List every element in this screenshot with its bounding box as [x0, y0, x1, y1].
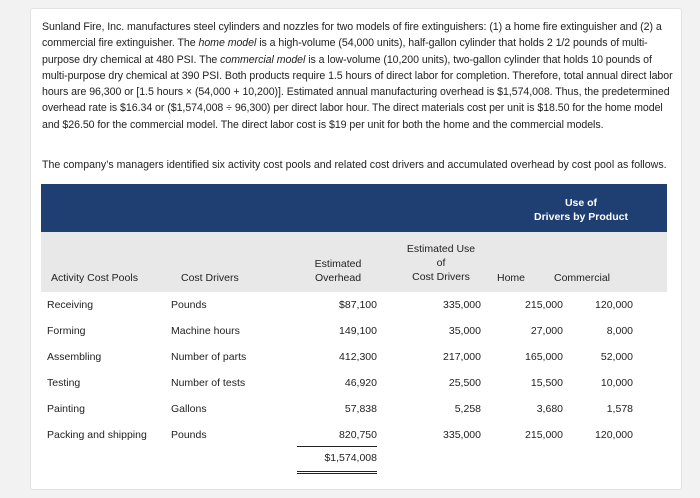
cell-home: 15,500: [530, 377, 563, 389]
cell-use: 5,258: [454, 403, 481, 415]
cell-driver: Pounds: [171, 299, 207, 311]
use-of-drivers-header: Use of Drivers by Product: [534, 197, 628, 223]
cell-commercial: 52,000: [600, 351, 633, 363]
home-model-term: home model: [198, 37, 257, 50]
cell-home: 27,000: [530, 325, 563, 337]
cell-driver: Machine hours: [171, 325, 240, 337]
cell-commercial: 120,000: [595, 299, 633, 311]
intro-text-3: is a low-volume (10,200 units), two-gallon cylinder that holds 10 pounds of multi-purpose dry chemical at 390 PSI. Both products require 1.5 hours of direct labor for completion. Therefore, total annual direct labor hours are 96,300 or [1.5 hours × (54,000 + 10,200)]. Estimated annual manufacturing overhead is $1,574,008. Thus, the predetermined overhead rate is $16.34 or ($1,574,008 ÷ 96,300) per direct labor hour. The direct materials cost per unit is $18.50 for the home model and $26.50 for the commercial model. The direct labor cost is $19 per unit for both the home and the commercial models.: [42, 53, 673, 131]
table-title-band: [41, 184, 667, 232]
header-home: Home: [497, 272, 526, 284]
cell-pool: Assembling: [47, 351, 102, 363]
table-row: [41, 292, 667, 318]
problem-description: [42, 19, 674, 133]
cell-commercial: 10,000: [600, 377, 633, 389]
cell-overhead: 57,838: [344, 403, 377, 415]
cell-use: 35,000: [448, 325, 481, 337]
header-commercial: Commercial: [554, 272, 611, 284]
cell-pool: Packing and shipping: [47, 429, 147, 441]
cell-overhead: 149,100: [339, 325, 377, 337]
cell-commercial: 120,000: [595, 429, 633, 441]
cell-commercial: 1,578: [606, 403, 633, 415]
cell-overhead: $87,100: [339, 299, 377, 311]
cell-use: 217,000: [443, 351, 481, 363]
table-row: [41, 370, 667, 396]
cell-home: 165,000: [525, 351, 563, 363]
cell-driver: Pounds: [171, 429, 207, 441]
cell-home: 215,000: [525, 299, 563, 311]
header-cost-drivers: Cost Drivers: [181, 272, 239, 284]
header-activity-cost-pools: Activity Cost Pools: [51, 272, 138, 284]
cell-overhead: 820,750: [339, 429, 377, 441]
commercial-model-term: commercial model: [220, 53, 306, 66]
cell-driver: Number of tests: [171, 377, 246, 389]
cell-use: 335,000: [443, 299, 481, 311]
problem-card: [30, 8, 682, 490]
cell-overhead: 412,300: [339, 351, 377, 363]
table-column-headers: [41, 232, 667, 292]
cell-use: 25,500: [448, 377, 481, 389]
table-row: [41, 344, 667, 370]
total-overhead-value: $1,574,008: [324, 452, 377, 464]
table-row: [41, 396, 667, 422]
cell-pool: Painting: [47, 403, 85, 415]
cell-pool: Receiving: [47, 299, 94, 311]
cell-pool: Testing: [47, 377, 81, 389]
cell-driver: Number of parts: [171, 351, 247, 363]
cell-driver: Gallons: [171, 403, 207, 415]
cell-use: 335,000: [443, 429, 481, 441]
cell-pool: Forming: [47, 325, 86, 337]
intro-text-1: Sunland Fire, Inc. manufactures steel cylinders and nozzles for two models of fire extinguishers: (1) a home fire extinguisher and (2) a commercial fire extinguisher. The: [42, 21, 662, 50]
total-overhead-cell: [297, 446, 377, 474]
table-row: [41, 318, 667, 344]
cell-commercial: 8,000: [606, 325, 633, 337]
table-row: [41, 422, 667, 448]
header-estimated-overhead: Estimated Overhead: [314, 258, 362, 284]
cell-home: 215,000: [525, 429, 563, 441]
cell-overhead: 46,920: [344, 377, 377, 389]
table-lead-text: The company’s managers identified six activity cost pools and related cost drivers and accumulated overhead by cost pool as follows.: [42, 159, 667, 171]
header-estimated-use: Estimated Use of Cost Drivers: [406, 243, 476, 283]
cell-home: 3,680: [536, 403, 563, 415]
intro-text-2: is a high-volume (54,000 units), half-gallon cylinder that holds 2 1/2 pounds of multi-purpose dry chemical at 480 PSI. The: [42, 37, 648, 66]
